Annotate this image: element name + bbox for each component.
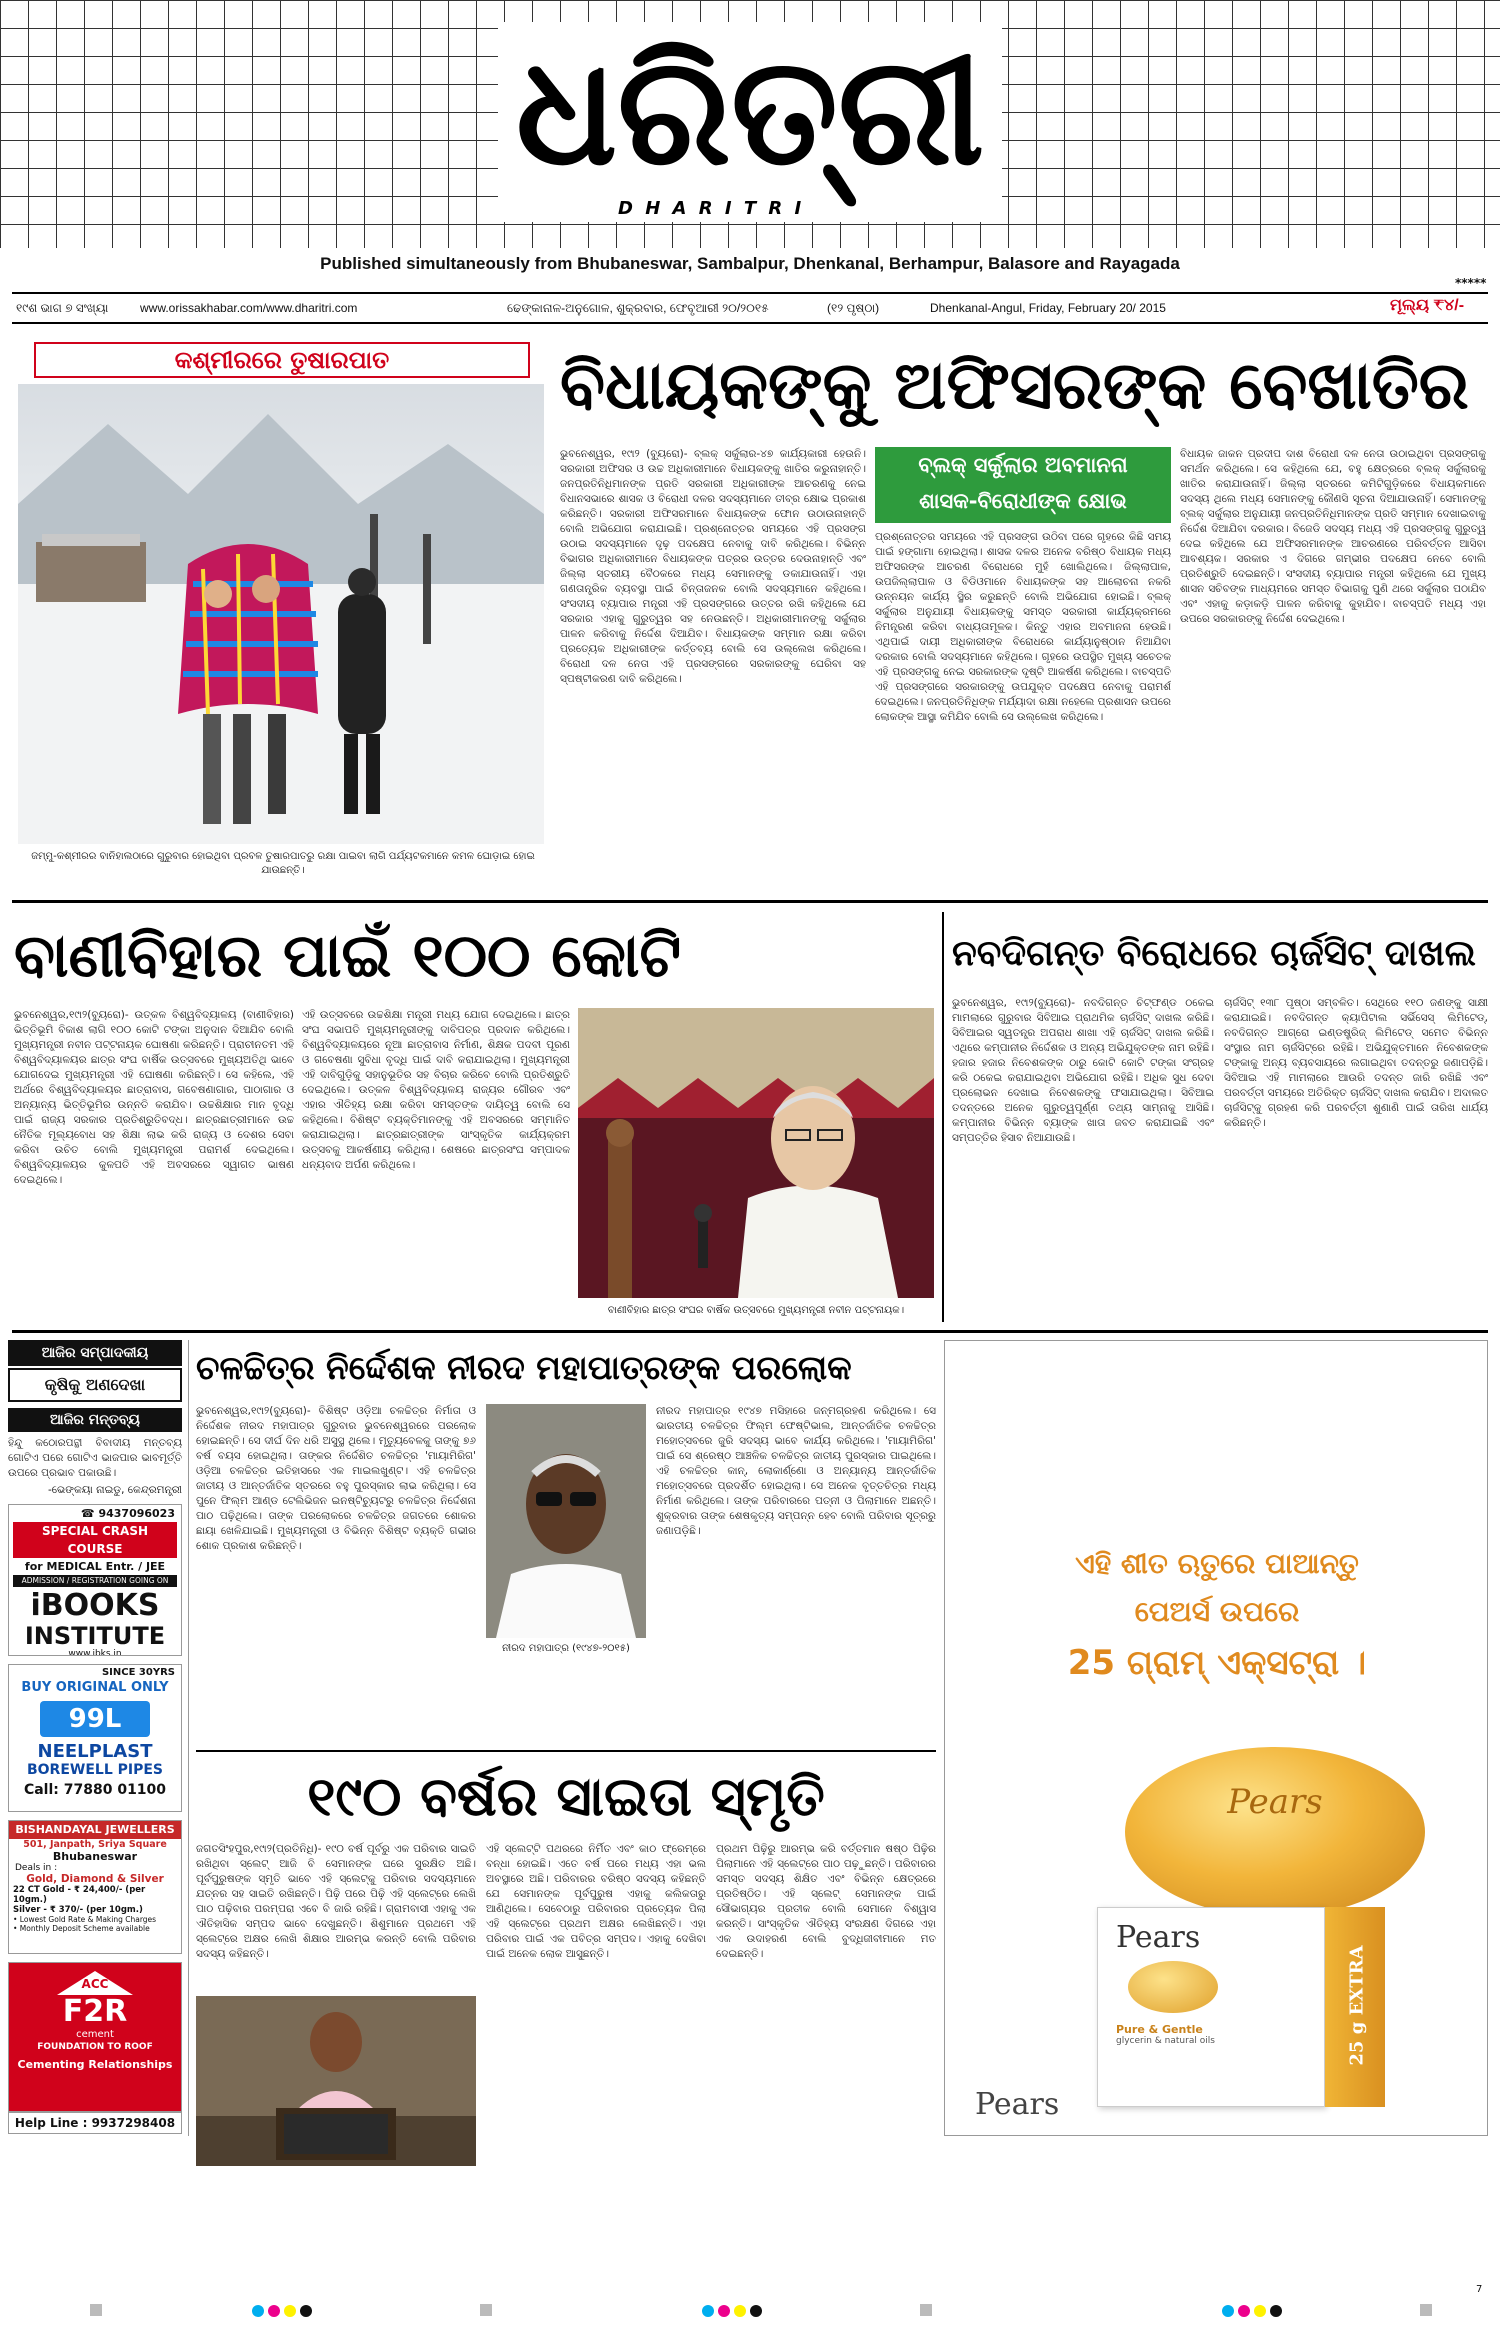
lead-kicker-line1: ବ୍ଲକ୍ ସର୍କୁଲାର ଅବମାନନା <box>918 453 1128 477</box>
bishandayal-city: Bhubaneswar <box>52 1850 138 1863</box>
ibooks-brand2: INSTITUTE <box>24 1622 166 1650</box>
pears-box-extra: 25 g EXTRA <box>1346 1945 1368 2066</box>
page-number: 7 <box>1476 2284 1483 2295</box>
pears-box <box>1097 1907 1325 2107</box>
neelplast-brand: NEELPLAST <box>37 1741 153 1762</box>
acc-brand: ACC <box>81 1977 109 1991</box>
bishandayal-note2: • Monthly Deposit Scheme available <box>13 1924 150 1933</box>
dateline-top-rule <box>12 292 1488 294</box>
pears-box-brand: Pears <box>1116 1920 1201 1955</box>
ibooks-web[interactable]: www.ibks.in <box>68 1649 122 1656</box>
nirad-col1: ଭୁବନେଶ୍ୱର,୧୯ା୨(ବ୍ୟୁରୋ)- ବିଶିଷ୍ଟ ଓଡ଼ିଆ ଚଳଚ୍ଚିତ୍ର ନିର୍ମାତା ଓ ନିର୍ଦ୍ଦେଶକ ନୀରଦ ମହାପାତ୍ର ଗୁରୁବାର ଭୁବନେଶ୍ୱରରେ ପରଲୋକ ହୋଇଛନ୍ତି। ସେ ଦୀର୍ଘ ଦିନ ଧରି ଅସୁସ୍ଥ ଥିଲେ। ମୃତ୍ୟୁବେଳକୁ ତାଙ୍କୁ ୭୬ ବର୍ଷ ବୟସ ହୋଇଥିଲା। ତାଙ୍କର ନିର୍ଦ୍ଦେଶିତ ଚଳଚ୍ଚିତ୍ର 'ମାୟାମିରିଗ' ଓଡ଼ିଆ ଚଳଚ୍ଚିତ୍ର ଇତିହାସରେ ଏକ ମାଇଲଖୁଣ୍ଟ। ଏହି ଚଳଚ୍ଚିତ୍ର ଜାତୀୟ ଓ ଆନ୍ତର୍ଜାତିକ ସ୍ତରରେ ବହୁ ପୁରସ୍କାର ଲାଭ କରିଥିଲା। ସେ ପୁନେ ଫିଲ୍ମ ଆଣ୍ଡ ଟେଲିଭିଜନ ଇନଷ୍ଟିଚ୍ୟୁଟରୁ ଚଳଚ୍ଚିତ୍ର ନିର୍ଦ୍ଦେଶନା ପାଠ ପଢ଼ିଥିଲେ। ତାଙ୍କ ପରଲୋକରେ ଚଳଚ୍ଚିତ୍ର ଜଗତରେ ଶୋକର ଛାୟା ଖେଳିଯାଇଛି। ମୁଖ୍ୟମନ୍ତ୍ରୀ ଓ ବିଭିନ୍ନ ବିଶିଷ୍ଟ ବ୍ୟକ୍ତି ଗଭୀର ଶୋକ ପ୍ରକାଶ କରିଛନ୍ତି। <box>196 1405 476 1552</box>
pears-box-sub2: glycerin & natural oils <box>1116 2036 1215 2046</box>
opinion-text: ହିନ୍ଦୁ କଠୋରପନ୍ଥୀ ବିବାଦୀୟ ମନ୍ତବ୍ୟ ଗୋଟିଏ ପରେ ଗୋଟିଏ ଭାଜପାର ଭାବମୂର୍ତ୍ତି ଉପରେ ପ୍ରଭାବ ପକାଉଛି। <box>8 1437 182 1479</box>
pears-box-side <box>1325 1907 1385 2107</box>
pears-logo: Pears <box>975 2087 1060 2122</box>
bishandayal-silver-rate: Silver - ₹ 370/- (per 10gm.) <box>13 1905 143 1915</box>
lead-col1: ଭୁବନେଶ୍ୱର, ୧୯ା୨ (ବ୍ୟୁରୋ)- ବ୍ଲକ୍ ସର୍କୁଲାର-୪୭ କାର୍ଯ୍ୟକାରୀ ହେଉନି। ସରକାରୀ ଅଫିସର ଓ ଉଚ୍ଚ ଅଧିକାରୀମାନେ ବିଧାୟକଙ୍କୁ ଖାତିର କରୁନାହାନ୍ତି। ଜନପ୍ରତିନିଧିମାନଙ୍କ ପ୍ରତି ସରକାରୀ ଅଧିକାରୀଙ୍କ ଆଚରଣକୁ ନେଇ ବିଧାନସଭାରେ ଶାସକ ଓ ବିରୋଧୀ ଦଳର ସଦସ୍ୟମାନେ ତୀବ୍ର କ୍ଷୋଭ ପ୍ରକାଶ କରିଛନ୍ତି। ସରକାରୀ ଅଫିସରମାନେ ବିଧାୟକଙ୍କ ଫୋନ ଉଠାଉନାହାନ୍ତି ବୋଲି ଅଭିଯୋଗ କରାଯାଇଛି। ପ୍ରଶ୍ନୋତ୍ତର ସମୟରେ ଏହି ପ୍ରସଙ୍ଗ ଉଠାଇ ସଦସ୍ୟମାନେ ଦୃଢ଼ ପଦକ୍ଷେପ ନେବାକୁ ଦାବି କରିଥିଲେ। ବିଭିନ୍ନ ବିଭାଗର ଅଧିକାରୀମାନେ ବିଧାୟକଙ୍କ ପତ୍ରର ଉତ୍ତର ଦେଉନାହାନ୍ତି ଏବଂ ଜିଲ୍ଲା ସ୍ତରୀୟ ବୈଠକରେ ମଧ୍ୟ ସେମାନଙ୍କୁ ଡକାଯାଉନାହିଁ। ଏହା ଗଣତାନ୍ତ୍ରିକ ବ୍ୟବସ୍ଥା ପାଇଁ ଚିନ୍ତାଜନକ ବୋଲି ସଦସ୍ୟମାନେ କହିଥିଲେ। ସଂସଦୀୟ ବ୍ୟାପାର ମନ୍ତ୍ରୀ ଏହି ପ୍ରସଙ୍ଗରେ ଉତ୍ତର ରଖି କହିଥିଲେ ଯେ ସରକାର ଏହାକୁ ଗୁରୁତ୍ୱର ସହ ନେଉଛନ୍ତି। ଅଧିକାରୀମାନଙ୍କୁ ସର୍କୁଲାର ପାଳନ କରିବାକୁ ନିର୍ଦ୍ଦେଶ ଦିଆଯିବ। ବିଧାୟକଙ୍କ ସମ୍ମାନ ରକ୍ଷା କରିବା ପ୍ରତ୍ୟେକ ଅଧିକାରୀଙ୍କ କର୍ତ୍ତବ୍ୟ ବୋଲି ସେ ଉଲ୍ଲେଖ କରିଥିଲେ। ବିରୋଧୀ ଦଳ ନେତା ଏହି ପ୍ରସଙ୍ଗରେ ସରକାରଙ୍କୁ ଘେରିବା ସହ ସ୍ପଷ୍ଟୀକରଣ ଦାବି କରିଥିଲେ। <box>560 448 866 685</box>
ibooks-brand: iBOOKS <box>30 1588 160 1623</box>
dateline <box>12 296 1488 322</box>
snow-photo-scene <box>18 384 544 844</box>
section-rule-2 <box>12 1330 1488 1333</box>
nirad-col2: ନୀରଦ ମହାପାତ୍ର ୧୯୪୭ ମସିହାରେ ଜନ୍ମଗ୍ରହଣ କରିଥିଲେ। ସେ ଭାରତୀୟ ଚଳଚ୍ଚିତ୍ର ଫିଲ୍ମ ଫେଷ୍ଟିଭାଲ, ଆନ୍ତର୍ଜାତିକ ଚଳଚ୍ଚିତ୍ର ମହୋତ୍ସବରେ ଜୁରି ସଦସ୍ୟ ଭାବେ କାର୍ଯ୍ୟ କରିଥିଲେ। 'ମାୟାମିରିଗ' ପାଇଁ ସେ ଶ୍ରେଷ୍ଠ ଆଞ୍ଚଳିକ ଚଳଚ୍ଚିତ୍ର ଜାତୀୟ ପୁରସ୍କାର ପାଇଥିଲେ। ଏହି ଚଳଚ୍ଚିତ୍ର କାନ୍, ଲୋକାର୍ଣ୍ଣୋ ଓ ଅନ୍ୟାନ୍ୟ ଆନ୍ତର୍ଜାତିକ ମହୋତ୍ସବରେ ପ୍ରଦର୍ଶିତ ହୋଇଥିଲା। ସେ ଅନେକ ବୃତ୍ତଚିତ୍ର ମଧ୍ୟ ନିର୍ମାଣ କରିଥିଲେ। ତାଙ୍କ ପରିବାରରେ ପତ୍ନୀ ଓ ପିଲାମାନେ ଅଛନ୍ତି। ଶୁକ୍ରବାର ତାଙ୍କ ଶେଷକୃତ୍ୟ ସମ୍ପନ୍ନ ହେବ ବୋଲି ପରିବାର ସୂତ୍ରରୁ ଜଣାପଡ଼ିଛି। <box>656 1405 936 1537</box>
acc-product: F2R <box>62 1994 128 2029</box>
ibooks-for: for MEDICAL Entr. / JEE <box>24 1560 166 1573</box>
dateline-odia-date: ଢେଙ୍କାନାଳ-ଅନୁଗୋଳ, ଶୁକ୍ରବାର, ଫେବୃଆରୀ ୨୦/୨୦୧୫ <box>507 301 769 315</box>
slate-col1: ଜଗତସିଂହପୁର,୧୯ା୨(ପ୍ରତିନିଧି)- ୧୯୦ ବର୍ଷ ପୂର୍ବରୁ ଏକ ପରିବାର ସାଇତି ରଖିଥିବା ସ୍ଲେଟ୍ ଆଜି ବି ସେମାନଙ୍କ ଘରେ ସୁରକ୍ଷିତ ଅଛି। ପୂର୍ବପୁରୁଷଙ୍କ ସ୍ମୃତି ଭାବେ ଏହି ସ୍ଲେଟ୍‌କୁ ପରିବାର ସଦସ୍ୟମାନେ ଯତ୍ନର ସହ ସାଇତି ରଖିଛନ୍ତି। ପିଢ଼ି ପରେ ପିଢ଼ି ଏହି ସ୍ଲେଟ୍‌ରେ ଲେଖି ପାଠ ପଢ଼ିବାର ପରମ୍ପରା ଏବେ ବି ଜାରି ରହିଛି। ଗ୍ରାମବାସୀ ଏହାକୁ ଏକ ଐତିହାସିକ ସମ୍ପଦ ଭାବେ ଦେଖୁଛନ୍ତି। ଶିଶୁମାନେ ପ୍ରଥମେ ଏହି ସ୍ଲେଟ୍‌ରେ ଅକ୍ଷର ଲେଖି ଶିକ୍ଷାର ଆରମ୍ଭ କରନ୍ତି ବୋଲି ପରିବାର ସଦସ୍ୟ କହିଛନ୍ତି। <box>196 1843 476 1960</box>
pears-offer-line3: 25 ଗ୍ରାମ୍ ଏକ୍ସଟ୍ରା । <box>1067 1643 1367 1683</box>
slate-col3: ପ୍ରଥମ ପିଢ଼ିରୁ ଆରମ୍ଭ କରି ବର୍ତ୍ତମାନ ଷଷ୍ଠ ପିଢ଼ିର ପିଲାମାନେ ଏହି ସ୍ଲେଟ୍‌ରେ ପାଠ ପଢ଼ୁଛନ୍ତି। ପରିବାରର ସମସ୍ତ ସଦସ୍ୟ ଶିକ୍ଷିତ ଏବଂ ବିଭିନ୍ନ କ୍ଷେତ୍ରରେ ପ୍ରତିଷ୍ଠିତ। ଏହି ସ୍ଲେଟ୍ ସେମାନଙ୍କ ପାଇଁ ସୌଭାଗ୍ୟର ପ୍ରତୀକ ବୋଲି ସେମାନେ ବିଶ୍ୱାସ କରନ୍ତି। ସାଂସ୍କୃତିକ ଐତିହ୍ୟ ସଂରକ୍ଷଣ ଦିଗରେ ଏହା ଏକ ଉଦାହରଣ ବୋଲି ବୁଦ୍ଧିଜୀବୀମାନେ ମତ ଦେଇଛନ୍ତି। <box>716 1843 936 1960</box>
lead-kicker-box <box>875 447 1171 523</box>
nirad-photo <box>486 1404 646 1638</box>
masthead-latin: D H A R I T R I <box>618 198 805 219</box>
nirad-photo-caption: ନୀରଦ ମହାପାତ୍ର (୧୯୪୭-୨୦୧୫) <box>502 1643 630 1654</box>
snow-story-title-box <box>34 342 530 378</box>
editorial-topic[interactable]: କୃଷିକୁ ଅଣଦେଖା <box>8 1368 182 1402</box>
sidebar-rule <box>188 1340 189 2136</box>
dateline-bottom-rule <box>12 322 1488 324</box>
acc-ad[interactable] <box>8 1962 182 2112</box>
dateline-volume: ୧୯ଶ ଭାଗ ୭ ସଂଖ୍ୟା <box>16 301 109 315</box>
navadiganta-col2: ଚାର୍ଜସିଟ୍ ୧୩୮ ପୃଷ୍ଠା ସମ୍ବଳିତ। ସେଥିରେ ୧୧୦ ଜଣଙ୍କୁ ସାକ୍ଷୀ କରାଯାଇଛି। ନବଦିଗନ୍ତ କ୍ୟାପିଟାଲ ସର୍ଭିସେସ୍ ଲିମିଟେଡ୍, ନବଦିଗନ୍ତ ଆଗ୍ରୋ ଇଣ୍ଡଷ୍ଟ୍ରିଜ୍ ଲିମିଟେଡ୍ ସମେତ ବିଭିନ୍ନ ସଂସ୍ଥାର ନାମ ଚାର୍ଜସିଟ୍‌ରେ ରହିଛି। ଅଭିଯୁକ୍ତମାନେ ନିବେଶକଙ୍କ ଟଙ୍କାକୁ ଅନ୍ୟ ବ୍ୟବସାୟରେ ଲଗାଇଥିବା ତଦନ୍ତରୁ ଜଣାପଡ଼ିଛି। ସିବିଆଇ ଏହି ମାମଲାରେ ଆଉରି ତଦନ୍ତ ଜାରି ରଖିଛି ଏବଂ ପରବର୍ତ୍ତୀ ସମୟରେ ଅତିରିକ୍ତ ଚାର୍ଜସିଟ୍ ଦାଖଲ କରାଯିବ। ଅଦାଲତ ଚାର୍ଜସିଟ୍‌କୁ ଗ୍ରହଣ କରି ପରବର୍ତ୍ତୀ ଶୁଣାଣି ପାଇଁ ତାରିଖ ଧାର୍ଯ୍ୟ କରିଛନ୍ତି। <box>1224 997 1488 1129</box>
snow-story-title: କଶ୍ମୀରରେ ତୁଷାରପାତ <box>174 346 390 374</box>
masthead-tagline: Published simultaneously from Bhubaneswar, Sambalpur, Dhenkanal, Berhampur, Balasore and Rayagada <box>320 254 1180 273</box>
ibooks-phone: ☎ 9437096023 <box>80 1507 175 1520</box>
dateline-english-date: Dhenkanal-Angul, Friday, February 20/ 2015 <box>930 301 1166 315</box>
cm-photo-scene <box>578 1008 934 1298</box>
editorial-label: ଆଜିର ସମ୍ପାଦକୀୟ <box>41 1345 149 1361</box>
bishandayal-ad[interactable] <box>8 1820 182 1954</box>
nirad-headline: ଚଳଚ୍ଚିତ୍ର ନିର୍ଦ୍ଦେଶକ ନୀରଦ ମହାପାତ୍ରଙ୍କ ପରଲୋକ <box>196 1348 852 1387</box>
dateline-pages: (୧୨ ପୃଷ୍ଠା) <box>827 301 880 315</box>
dateline-websites[interactable]: www.orissakhabar.com/www.dharitri.com <box>140 301 358 315</box>
neelplast-call: Call: 77880 01100 <box>23 1782 167 1798</box>
snow-photo <box>18 384 544 844</box>
masthead-logo <box>498 22 1002 222</box>
dateline-price: ମୂଲ୍ୟ ₹୪/- <box>1390 297 1465 314</box>
opinion-author: -ଭେଙ୍କୟା ନାଇଡୁ, କେନ୍ଦ୍ରମନ୍ତ୍ରୀ <box>47 1484 182 1496</box>
pears-box-sub1: Pure & Gentle <box>1116 2023 1203 2036</box>
slate-headline: ୧୯୦ ବର୍ଷର ସାଇତା ସ୍ମୃତି <box>307 1765 825 1828</box>
masthead-stars: ***** <box>1455 276 1487 290</box>
masthead-title: ଧରିତ୍ରୀ <box>515 25 985 199</box>
pears-box-soap-icon <box>1128 1961 1218 2013</box>
slate-col2: ଏହି ସ୍ଲେଟ୍‌ଟି ପଥରରେ ନିର୍ମିତ ଏବଂ କାଠ ଫ୍ରେମ୍‌ରେ ବନ୍ଧା ହୋଇଛି। ଏତେ ବର୍ଷ ପରେ ମଧ୍ୟ ଏହା ଭଲ ଅବସ୍ଥାରେ ଅଛି। ପରିବାରର ବରିଷ୍ଠ ସଦସ୍ୟ କହିଛନ୍ତି ଯେ ସେମାନଙ୍କ ପୂର୍ବପୁରୁଷ ଏହାକୁ କଲିକତାରୁ ଆଣିଥିଲେ। ସେବେଠାରୁ ପରିବାରର ପ୍ରତ୍ୟେକ ପିଲା ଏହି ସ୍ଲେଟ୍‌ରେ ପ୍ରଥମ ଅକ୍ଷର ଲେଖିଛନ୍ତି। ଏହା ପରିବାର ପାଇଁ ଏକ ପବିତ୍ର ସମ୍ପଦ। ଏହାକୁ ଦେଖିବା ପାଇଁ ଅନେକ ଲୋକ ଆସୁଛନ୍ତି। <box>486 1843 706 1960</box>
neelplast-ad[interactable] <box>8 1664 182 1812</box>
opinion-label-box <box>8 1408 182 1432</box>
navadiganta-headline: ନବଦିଗନ୍ତ ବିରୋଧରେ ଚାର୍ଜସିଟ୍ ଦାଖଲ <box>952 933 1476 974</box>
neelplast-since: SINCE 30YRS <box>101 1667 175 1678</box>
ibooks-ad[interactable] <box>8 1504 182 1656</box>
snow-photo-caption: ଜମ୍ମୁ-କଶ୍ମୀରର ବାନିହାଲଠାରେ ଗୁରୁବାର ହୋଇଥିବା ପ୍ରବଳ ତୁଷାରପାତରୁ ରକ୍ଷା ପାଇବା ଲାଗି ପର୍ଯ୍ୟଟକମାନେ କମଳ ଘୋଡ଼ାଇ ହୋଇ ଯାଉଛନ୍ତି। <box>31 851 535 876</box>
pears-offer-line1: ଏହି ଶୀତ ଋତୁରେ ପାଆନ୍ତୁ <box>1075 1547 1359 1580</box>
slate-photo <box>196 1996 476 2166</box>
footer-registration-marks <box>0 2300 1500 2320</box>
neelplast-tagline: BUY ORIGINAL ONLY <box>21 1680 169 1695</box>
cm-photo <box>578 1008 934 1298</box>
lead-col2: ପ୍ରଶ୍ନୋତ୍ତର ସମୟରେ ଏହି ପ୍ରସଙ୍ଗ ଉଠିବା ପରେ ଗୃହରେ କିଛି ସମୟ ପାଇଁ ହଙ୍ଗାମା ହୋଇଥିଲା। ଶାସକ ଦଳର ଅନେକ ବରିଷ୍ଠ ବିଧାୟକ ମଧ୍ୟ ଅଫିସରଙ୍କ ଆଚରଣ ବିରୋଧରେ ମୁହଁ ଖୋଲିଥିଲେ। ଜିଲ୍ଲାପାଳ, ଉପଜିଲ୍ଲାପାଳ ଓ ବିଡିଓମାନେ ବିଧାୟକଙ୍କ ସହ ଆଲୋଚନା ନକରି ଉନ୍ନୟନ କାର୍ଯ୍ୟ ସ୍ଥିର କରୁଛନ୍ତି ବୋଲି ଅଭିଯୋଗ ହୋଇଛି। ବ୍ଲକ୍ ସର୍କୁଲାର ଅନୁଯାୟୀ ବିଧାୟକଙ୍କୁ ସମସ୍ତ ସରକାରୀ କାର୍ଯ୍ୟକ୍ରମରେ ନିମନ୍ତ୍ରଣ କରିବା ବାଧ୍ୟତାମୂଳକ। କିନ୍ତୁ ଏହାର ଅବମାନନା ହେଉଛି। ଏଥିପାଇଁ ଦାୟୀ ଅଧିକାରୀଙ୍କ ବିରୋଧରେ କାର୍ଯ୍ୟାନୁଷ୍ଠାନ ନିଆଯିବା ଦରକାର ବୋଲି ସଦସ୍ୟମାନେ କହିଥିଲେ। ଗୃହରେ ଉପସ୍ଥିତ ମୁଖ୍ୟ ସଚେତକ ଏହି ପ୍ରସଙ୍ଗକୁ ନେଇ ସରକାରଙ୍କ ଦୃଷ୍ଟି ଆକର୍ଷଣ କରିଥିଲେ। ବାଚସ୍ପତି ଏହି ପ୍ରସଙ୍ଗରେ ସରକାରଙ୍କୁ ଉପଯୁକ୍ତ ପଦକ୍ଷେପ ନେବାକୁ ପରାମର୍ଶ ଦେଇଥିଲେ। ଜନପ୍ରତିନିଧିଙ୍କ ମର୍ଯ୍ୟାଦା ରକ୍ଷା ନହେଲେ ପ୍ରଶାସନ ଉପରେ ଲୋକଙ୍କ ଆସ୍ଥା କମିଯିବ ବୋଲି ସେ ଉଲ୍ଲେଖ କରିଥିଲେ। <box>875 531 1171 723</box>
cm-photo-caption: ବାଣୀବିହାର ଛାତ୍ର ସଂଘର ବାର୍ଷିକ ଉତ୍ସବରେ ମୁଖ୍ୟମନ୍ତ୍ରୀ ନବୀନ ପଟ୍ଟନାୟକ। <box>607 1305 905 1316</box>
slate-photo-scene <box>196 1996 476 2166</box>
bishandayal-gold-rate: 22 CT Gold - ₹ 24,400/- (per 10gm.) <box>13 1885 146 1905</box>
pears-soap-bar <box>1125 1747 1425 1917</box>
section-rule-1 <box>12 900 1488 903</box>
acc-foundation: FOUNDATION TO ROOF <box>37 2042 153 2052</box>
acc-tagline: Cementing Relationships <box>17 2058 173 2071</box>
opinion-label: ଆଜିର ମନ୍ତବ୍ୟ <box>50 1412 140 1428</box>
inner-rule-1 <box>196 1750 936 1752</box>
bishandayal-name: BISHANDAYAL JEWELLERS <box>9 1821 181 1839</box>
editorial-label-box <box>8 1340 182 1366</box>
lead-kicker-line2: ଶାସକ-ବିରୋଧୀଙ୍କ କ୍ଷୋଭ <box>919 489 1127 513</box>
nirad-photo-scene <box>486 1404 646 1638</box>
vanivihar-col1: ଭୁବନେଶ୍ୱର,୧୯ା୨(ବ୍ୟୁରୋ)- ଉତ୍କଳ ବିଶ୍ୱବିଦ୍ୟାଳୟ (ବାଣୀବିହାର) ଭିତ୍ତିଭୂମି ବିକାଶ ଲାଗି ୧୦୦ କୋଟି ଟଙ୍କା ଅନୁଦାନ ଦିଆଯିବ ବୋଲି ମୁଖ୍ୟମନ୍ତ୍ରୀ ନବୀନ ପଟ୍ଟନାୟକ ଘୋଷଣା କରିଛନ୍ତି। ପ୍ରାଚୀନତମ ଏହି ବିଶ୍ୱବିଦ୍ୟାଳୟର ଛାତ୍ର ସଂଘ ବାର୍ଷିକ ଉତ୍ସବରେ ମୁଖ୍ୟଅତିଥି ଭାବେ ଯୋଗଦେଇ ମୁଖ୍ୟମନ୍ତ୍ରୀ ଏହି ଘୋଷଣା କରିଛନ୍ତି। ସେ କହିଲେ, ଏହି ଅର୍ଥରେ ବିଶ୍ୱବିଦ୍ୟାଳୟର ଛାତ୍ରାବାସ, ଗବେଷଣାଗାର, ପାଠାଗାର ଓ ଅନ୍ୟାନ୍ୟ ଭିତ୍ତିଭୂମିର ଉନ୍ନତି କରାଯିବ। ଉଚ୍ଚଶିକ୍ଷାର ମାନ ବୃଦ୍ଧି ପାଇଁ ରାଜ୍ୟ ସରକାର ପ୍ରତିଶ୍ରୁତିବଦ୍ଧ। ଛାତ୍ରଛାତ୍ରୀମାନେ ଉଚ୍ଚ ନୈତିକ ମୂଲ୍ୟବୋଧ ସହ ଶିକ୍ଷା ଲାଭ କରି ରାଜ୍ୟ ଓ ଦେଶର ସେବା କରିବା ଉଚିତ ବୋଲି ମୁଖ୍ୟମନ୍ତ୍ରୀ ପରାମର୍ଶ ଦେଇଥିଲେ। ବିଶ୍ୱବିଦ୍ୟାଳୟର କୁଳପତି ଏହି ଅବସରରେ ସ୍ୱାଗତ ଭାଷଣ ଦେଇଥିଲେ। <box>14 1009 294 1186</box>
acc-helpline: Help Line : 9937298408 <box>8 2112 182 2134</box>
pears-offer-line2: ପେଅର୍ସ ଉପରେ <box>1134 1595 1300 1628</box>
bishandayal-items: Gold, Diamond & Silver <box>26 1873 164 1885</box>
bishandayal-note1: • Lowest Gold Rate & Making Charges <box>13 1915 157 1924</box>
lead-headline: ବିଧାୟକଙ୍କୁ ଅଫିସରଙ୍କ ବେଖାତିର <box>560 347 1469 424</box>
bishandayal-deals-in: Deals in : <box>15 1863 58 1873</box>
vanivihar-headline: ବାଣୀବିହାର ପାଇଁ ୧୦୦ କୋଟି <box>14 921 682 991</box>
lead-col3: ବିଧାୟକ ଜାକନ ପ୍ରଦୀପ ଦାଶ ବିରୋଧୀ ଦଳ ନେତା ଉଠାଇଥିବା ପ୍ରସଙ୍ଗକୁ ସମର୍ଥନ କରିଥିଲେ। ସେ କହିଥିଲେ ଯେ, ବହୁ କ୍ଷେତ୍ରରେ ବ୍ଲକ୍ ସର୍କୁଲାରକୁ ଖାତିର କରାଯାଉନାହିଁ। ଜିଲ୍ଲା ସ୍ତରରେ କମିଟିଗୁଡ଼ିକରେ ବିଧାୟକମାନେ ସଦସ୍ୟ ଥିଲେ ମଧ୍ୟ ସେମାନଙ୍କୁ କୌଣସି ସୂଚନା ଦିଆଯାଉନାହିଁ। ସେମାନଙ୍କୁ ବ୍ଲକ୍ ସର୍କୁଲାର ଅନୁଯାୟୀ ଜନପ୍ରତିନିଧିମାନଙ୍କ ପ୍ରତି ସମ୍ମାନ ଦେଖାଇବାକୁ ନିର୍ଦ୍ଦେଶ ଦିଆଯିବା ଦରକାର। ବିଜେଡି ସଦସ୍ୟ ମଧ୍ୟ ଏହି ପ୍ରସଙ୍ଗକୁ ଗୁରୁତ୍ୱ ଦେଇ କହିଥିଲେ ଯେ ଅଫିସରମାନଙ୍କ ଆଚରଣରେ ପରିବର୍ତ୍ତନ ଆସିବା ଆବଶ୍ୟକ। ସରକାର ଏ ଦିଗରେ ଗମ୍ଭୀର ପଦକ୍ଷେପ ନେବେ ବୋଲି ପ୍ରତିଶ୍ରୁତି ଦେଇଛନ୍ତି। ସଂସଦୀୟ ବ୍ୟାପାର ମନ୍ତ୍ରୀ କହିଥିଲେ ଯେ ମୁଖ୍ୟ ଶାସନ ସଚିବଙ୍କ ମାଧ୍ୟମରେ ସମସ୍ତ ବିଭାଗକୁ ପୁଣି ଥରେ ସର୍କୁଲାର ପଠାଯିବ ଏବଂ ଏହାକୁ କଡ଼ାକଡ଼ି ପାଳନ କରିବାକୁ କୁହାଯିବ। ବାଚସ୍ପତି ମଧ୍ୟ ଏହା ଉପରେ ସରକାରଙ୍କୁ ନିର୍ଦ୍ଦେଶ ଦେଇଥିଲେ। <box>1180 448 1486 625</box>
pears-ad[interactable] <box>944 1340 1488 2136</box>
vanivihar-col2: ଏହି ଉତ୍ସବରେ ଉଚ୍ଚଶିକ୍ଷା ମନ୍ତ୍ରୀ ମଧ୍ୟ ଯୋଗ ଦେଇଥିଲେ। ଛାତ୍ର ସଂଘ ସଭାପତି ମୁଖ୍ୟମନ୍ତ୍ରୀଙ୍କୁ ଦାବିପତ୍ର ପ୍ରଦାନ କରିଥିଲେ। ବିଶ୍ୱବିଦ୍ୟାଳୟରେ ନୂଆ ଛାତ୍ରାବାସ ନିର୍ମାଣ, ଶିକ୍ଷକ ପଦବୀ ପୂରଣ ଓ ଗବେଷଣା ସୁବିଧା ବୃଦ୍ଧି ପାଇଁ ଦାବି କରାଯାଇଥିଲା। ମୁଖ୍ୟମନ୍ତ୍ରୀ ଏହି ଦାବିଗୁଡ଼ିକୁ ସହାନୁଭୂତିର ସହ ବିଚାର କରିବେ ବୋଲି ପ୍ରତିଶ୍ରୁତି ଦେଇଥିଲେ। ଉତ୍କଳ ବିଶ୍ୱବିଦ୍ୟାଳୟ ରାଜ୍ୟର ଗୌରବ ଏବଂ ଏହାର ଐତିହ୍ୟ ରକ୍ଷା କରିବା ସମସ୍ତଙ୍କ ଦାୟିତ୍ୱ ବୋଲି ସେ କହିଥିଲେ। ବିଶିଷ୍ଟ ବ୍ୟକ୍ତିମାନଙ୍କୁ ଏହି ଅବସରରେ ସମ୍ମାନିତ କରାଯାଇଥିଲା। ଛାତ୍ରଛାତ୍ରୀଙ୍କ ସାଂସ୍କୃତିକ କାର୍ଯ୍ୟକ୍ରମ ଉତ୍ସବକୁ ଆକର୍ଷଣୀୟ କରିଥିଲା। ଶେଷରେ ଛାତ୍ରସଂଘ ସମ୍ପାଦକ ଧନ୍ୟବାଦ ଅର୍ପଣ କରିଥିଲେ। <box>302 1009 570 1171</box>
neelplast-logo-mark: 99L <box>40 1701 150 1737</box>
pears-soap-brand: Pears <box>1227 1782 1323 1822</box>
ibooks-admission: ADMISSION / REGISTRATION GOING ON <box>13 1575 177 1587</box>
bishandayal-address: 501, Janpath, Sriya Square <box>23 1839 167 1850</box>
neelplast-product: BOREWELL PIPES <box>26 1762 163 1778</box>
ibooks-headline: SPECIAL CRASH COURSE <box>13 1522 177 1558</box>
acc-sub: cement <box>76 2029 114 2040</box>
column-rule-1 <box>942 912 944 1322</box>
navadiganta-col1: ଭୁବନେଶ୍ୱର, ୧୯ା୨(ବ୍ୟୁରୋ)- ନବଦିଗନ୍ତ ଚିଟ୍‌ଫଣ୍ଡ ଠକେଇ ମାମଲାରେ ଗୁରୁବାର ସିବିଆଇ ପ୍ରାଥମିକ ଚାର୍ଜସିଟ୍ ଦାଖଲ କରିଛି। ସିବିଆଇର ସ୍ୱତନ୍ତ୍ର ଅପରାଧ ଶାଖା ଏହି ଚାର୍ଜସିଟ୍ ଦାଖଲ କରିଛି। ଏଥିରେ କମ୍ପାନୀର ନିର୍ଦ୍ଦେଶକ ଓ ଅନ୍ୟ ଅଭିଯୁକ୍ତଙ୍କ ନାମ ରହିଛି। ହଜାର ହଜାର ନିବେଶକଙ୍କ ଠାରୁ କୋଟି କୋଟି ଟଙ୍କା ସଂଗ୍ରହ କରି ଠକେଇ କରାଯାଇଥିବା ଅଭିଯୋଗ ରହିଛି। ଅଧିକ ସୁଧ ଦେବା ପ୍ରଲୋଭନ ଦେଖାଇ ନିବେଶକଙ୍କୁ ଫସାଯାଇଥିଲା। ସିବିଆଇ ତଦନ୍ତରେ ଅନେକ ଗୁରୁତ୍ୱପୂର୍ଣ୍ଣ ତଥ୍ୟ ସାମ୍ନାକୁ ଆସିଛି। କମ୍ପାନୀର ବିଭିନ୍ନ ବ୍ୟାଙ୍କ ଖାତା ଜବତ କରାଯାଇଛି ଏବଂ ସମ୍ପତ୍ତିର ହିସାବ ନିଆଯାଉଛି। <box>952 997 1214 1144</box>
